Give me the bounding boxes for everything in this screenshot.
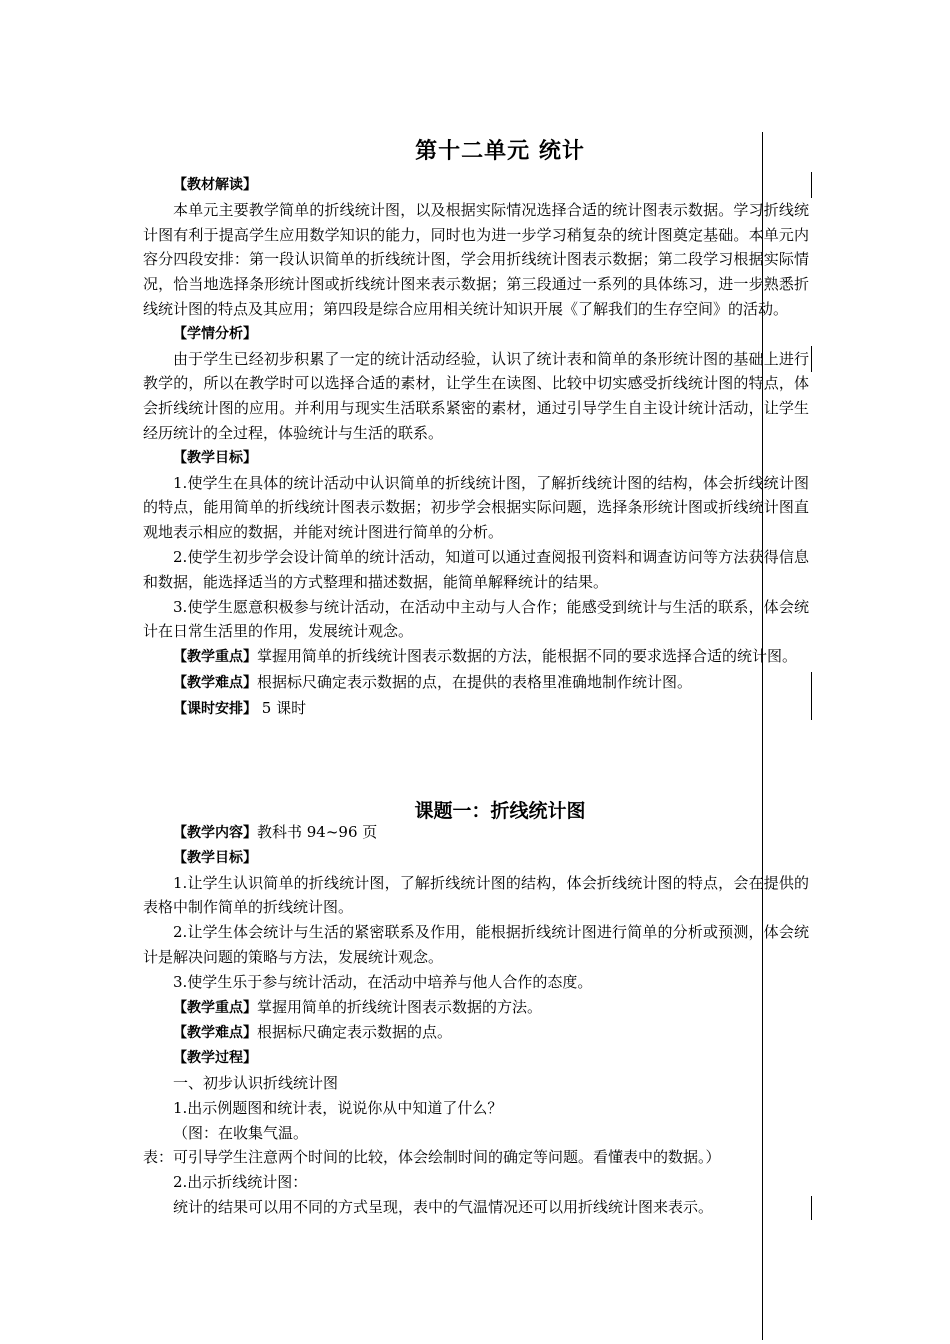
paragraph xyxy=(143,995,809,1021)
inline-label: 【教学难点】 xyxy=(173,674,257,691)
paragraph: 1.出示例题图和统计表，说说你从中知道了什么？ xyxy=(173,1098,503,1117)
lesson-one xyxy=(143,820,809,1220)
section-heading: 【教学目标】 xyxy=(173,849,257,866)
inline-label: 【教学重点】 xyxy=(173,649,257,666)
paragraph: 3.使学生愿意积极参与统计活动，在活动中主动与人合作；能感受到统计与生活的联系，体会统计在日常生活里的作用，发展统计观念。 xyxy=(143,597,809,641)
section-heading: 【教学过程】 xyxy=(173,1050,257,1067)
inline-text: 掌握用简单的折线统计图表示数据的方法，能根据不同的要求选择合适的统计图。 xyxy=(257,647,798,666)
inline-text: 教科书 94~96 页 xyxy=(257,823,378,841)
inline-text: 根据标尺确定表示数据的点。 xyxy=(257,1023,453,1042)
paragraph xyxy=(143,644,809,670)
paragraph: 1.使学生在具体的统计活动中认识简单的折线统计图，了解折线统计图的结构，体会折线统计图的特点，能用简单的折线统计图表示数据；初步学会根据实际问题，选择条形统计图或折线统计图直观地表示相应的数据，并能对统计图进行简单的分析。 xyxy=(143,473,809,542)
section-heading: 【教学目标】 xyxy=(173,449,257,466)
paragraph: 2.出示折线统计图： xyxy=(173,1173,308,1192)
paragraph: 统计的结果可以用不同的方式呈现，表中的气温情况还可以用折线统计图来表示。 xyxy=(173,1197,714,1216)
inline-text: 根据标尺确定表示数据的点，在提供的表格里准确地制作统计图。 xyxy=(257,672,693,691)
margin-tick xyxy=(811,1196,812,1220)
inline-label: 【教学重点】 xyxy=(173,999,257,1016)
paragraph: （图：在收集气温。 xyxy=(173,1123,309,1142)
unit-overview xyxy=(143,173,809,722)
paragraph xyxy=(143,696,809,722)
margin-tick xyxy=(811,172,812,198)
paragraph xyxy=(143,1020,809,1046)
inline-text: 5 课时 xyxy=(257,698,307,717)
lesson-title: 课题一：折线统计图 xyxy=(414,800,586,822)
paragraph: 一、初步认识折线统计图 xyxy=(173,1073,339,1092)
paragraph: 1.让学生认识简单的折线统计图，了解折线统计图的结构，体会折线统计图的特点，会在提供的表格中制作简单的折线统计图。 xyxy=(143,873,809,917)
paragraph: 表：可引导学生注意两个时间的比较，体会绘制时间的确定等问题。看懂表中的数据。） xyxy=(143,1148,721,1167)
paragraph xyxy=(143,670,809,696)
inline-label: 【课时安排】 xyxy=(173,700,257,717)
margin-tick xyxy=(811,346,812,372)
inline-label: 【教学难点】 xyxy=(173,1025,257,1042)
paragraph xyxy=(143,820,809,846)
inline-label: 【教学内容】 xyxy=(173,825,257,841)
margin-tick xyxy=(811,672,812,720)
section-heading: 【教材解读】 xyxy=(173,177,257,193)
inline-text: 掌握用简单的折线统计图表示数据的方法。 xyxy=(257,997,543,1016)
section-heading: 【学情分析】 xyxy=(173,325,257,342)
paragraph: 2.使学生初步学会设计简单的统计活动，知道可以通过查阅报刊资料和调查访问等方法获得信息和数据，能选择适当的方式整理和描述数据，能简单解释统计的结果。 xyxy=(143,547,809,591)
paragraph: 本单元主要教学简单的折线统计图，以及根据实际情况选择合适的统计图表示数据。学习折线统计图有利于提高学生应用数学知识的能力，同时也为进一步学习稍复杂的统计图奠定基础。本单元内容分四段安排：第一段认识简单的折线统计图，学会用折线统计图表示数据；第二段学习根据实际情况，恰当地选择条形统计图或折线统计图来表示数据；第三段通过一系列的具体练习，进一步熟悉折线统计图的特点及其应用；第四段是综合应用相关统计知识开展《了解我们的生存空间》的活动。 xyxy=(143,200,809,318)
unit-title: 第十二单元 统计 xyxy=(415,139,585,164)
paragraph: 由于学生已经初步积累了一定的统计活动经验，认识了统计表和简单的条形统计图的基础上进行教学的，所以在教学时可以选择合适的素材，让学生在读图、比较中切实感受折线统计图的特点，体会折线统计图的应用。并利用与现实生活联系紧密的素材，通过引导学生自主设计统计活动，让学生经历统计的全过程，体验统计与生活的联系。 xyxy=(143,349,809,442)
paragraph: 3.使学生乐于参与统计活动，在活动中培养与他人合作的态度。 xyxy=(173,972,593,991)
paragraph: 2.让学生体会统计与生活的紧密联系及作用，能根据折线统计图进行简单的分析或预测，体会统计是解决问题的策略与方法，发展统计观念。 xyxy=(143,923,809,966)
